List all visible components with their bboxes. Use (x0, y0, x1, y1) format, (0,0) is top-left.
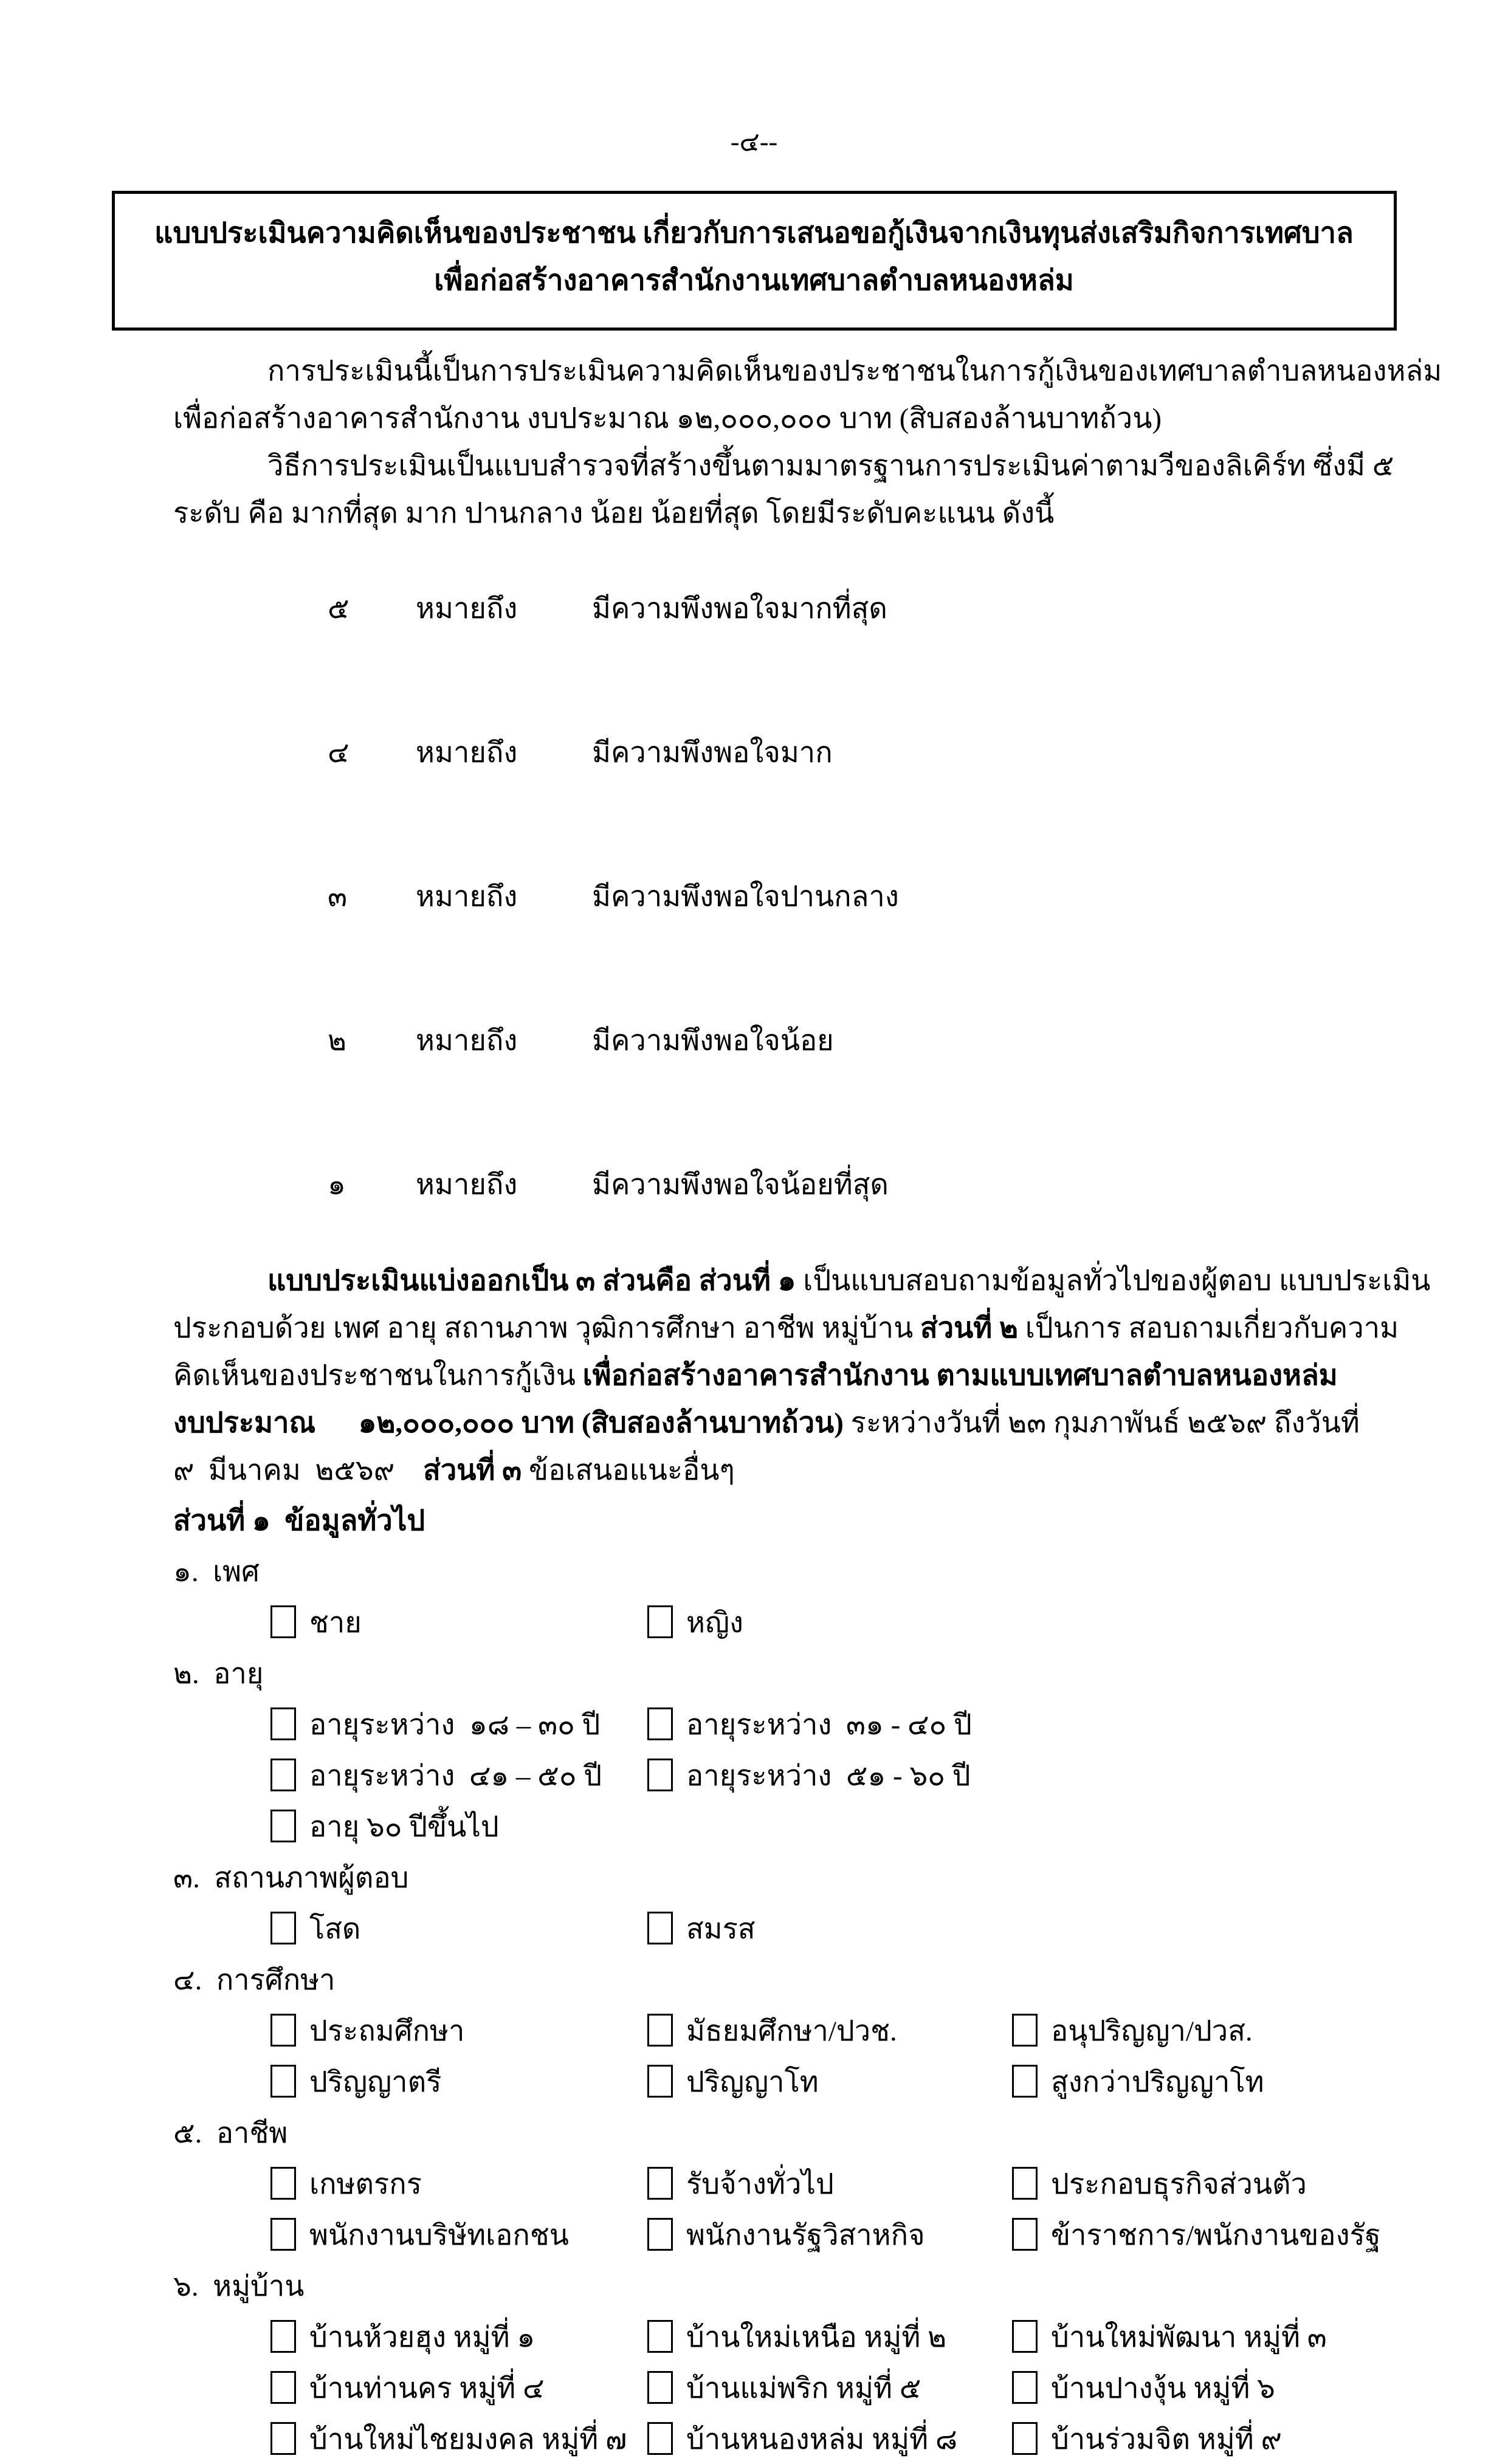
option-village-8 (647, 2416, 1012, 2462)
title-box (112, 191, 1397, 331)
checkbox-age-41-50[interactable] (270, 1759, 296, 1791)
option-label: บ้านหนองหล่ม หมู่ที่ ๘ (686, 2423, 958, 2455)
checkbox-occ-private-business[interactable] (1012, 2167, 1038, 2200)
scale-keyword: หมายถึง (416, 1025, 518, 1057)
option-age-18-30 (270, 1701, 647, 1747)
education-options-row-1 (173, 2005, 1399, 2056)
option-label: อายุระหว่าง ๑๘ – ๓๐ ปี (309, 1709, 601, 1741)
question-4-label: ๔. การศึกษา (173, 1964, 336, 1996)
checkbox-village-1[interactable] (270, 2320, 296, 2353)
question-5-row (173, 2107, 1399, 2158)
structure-line-2 (173, 1305, 1399, 1352)
structure-paragraph (173, 1257, 1431, 1494)
option-label: บ้านใหม่ไชยมงคล หมู่ที่ ๗ (309, 2423, 627, 2455)
question-3-label: ๓. สถานภาพผู้ตอบ (173, 1862, 409, 1894)
option-label: พนักงานบริษัทเอกชน (309, 2219, 569, 2251)
scale-keyword: หมายถึง (416, 881, 518, 913)
option-label: สูงกว่าปริญญาโท (1051, 2066, 1264, 2098)
option-label: อายุระหว่าง ๓๑ - ๔๐ ปี (686, 1709, 972, 1741)
option-occ-private-company (270, 2212, 647, 2257)
question-6-row (173, 2260, 1399, 2311)
option-label: ปริญญาตรี (309, 2066, 442, 2098)
text-segment: ๙ มีนาคม ๒๕๖๙ (173, 1455, 424, 1486)
option-village-7 (270, 2416, 647, 2462)
scale-keyword: หมายถึง (416, 1169, 518, 1201)
checkbox-occ-civil-servant[interactable] (1012, 2218, 1038, 2251)
village-options-row-2 (173, 2362, 1399, 2413)
checkbox-village-9[interactable] (1012, 2422, 1038, 2455)
option-label: ปริญญาโท (686, 2066, 819, 2098)
intro-p2-line1: วิธีการประเมินเป็นแบบสำรวจที่สร้างขึ้นตามมาตรฐานการประเมินค่าตามวีของลิเคิร์ท ซึ่งมี ๕ (267, 450, 1394, 482)
checkbox-village-6[interactable] (1012, 2371, 1038, 2404)
document-body (173, 348, 1442, 2464)
option-occ-farmer (270, 2161, 647, 2206)
checkbox-edu-master[interactable] (647, 2065, 673, 2098)
scale-keyword: หมายถึง (416, 593, 518, 625)
option-label: อายุระหว่าง ๕๑ - ๖๐ ปี (686, 1760, 971, 1792)
option-village-6 (1012, 2365, 1399, 2411)
rating-scale (173, 537, 1399, 1257)
text-segment: เป็นแบบสอบถามข้อมูลทั่วไปของผู้ตอบ แบบประเมิน (796, 1265, 1431, 1297)
scale-score: ๓ (328, 881, 348, 913)
option-label: อายุระหว่าง ๔๑ – ๕๐ ปี (309, 1760, 602, 1792)
option-age-41-50 (270, 1752, 647, 1798)
checkbox-age-31-40[interactable] (647, 1707, 673, 1740)
occupation-options-row-1 (173, 2158, 1399, 2209)
scale-keyword: หมายถึง (416, 737, 518, 769)
scale-meaning: มีความพึงพอใจมาก (592, 737, 833, 769)
option-label: สมรส (686, 1913, 756, 1945)
checkbox-male[interactable] (270, 1605, 296, 1638)
title-line-1: แบบประเมินความคิดเห็นของประชาชน เกี่ยวกับการเสนอขอกู้เงินจากเงินทุนส่งเสริมกิจการเทศบาล (154, 218, 1354, 249)
option-edu-secondary (647, 2008, 1012, 2053)
option-label: เกษตรกร (309, 2168, 422, 2200)
text-segment: งบประมาณ ๑๒,๐๐๐,๐๐๐ บาท (สิบสองล้านบาทถ้วน) (173, 1407, 844, 1439)
option-occ-civil-servant (1012, 2212, 1399, 2257)
intro-paragraph-2 (173, 442, 1399, 537)
option-label: รับจ้างทั่วไป (686, 2168, 834, 2200)
checkbox-edu-diploma[interactable] (1012, 2014, 1038, 2047)
scale-score: ๔ (328, 737, 349, 769)
option-label: ประถมศึกษา (309, 2015, 465, 2047)
scale-meaning: มีความพึงพอใจน้อย (592, 1025, 834, 1057)
checkbox-female[interactable] (647, 1605, 673, 1638)
option-married (647, 1906, 1012, 1951)
option-label: บ้านปางงุ้น หมู่ที่ ๖ (1051, 2372, 1275, 2404)
checkbox-village-3[interactable] (1012, 2320, 1038, 2353)
option-village-5 (647, 2365, 1012, 2411)
scale-meaning: มีความพึงพอใจมากที่สุด (592, 593, 887, 625)
text-segment: แบบประเมินแบ่งออกเป็น ๓ ส่วนคือ ส่วนที่ ๑ (267, 1265, 796, 1297)
question-1-row (173, 1545, 1399, 1596)
checkbox-edu-primary[interactable] (270, 2014, 296, 2047)
checkbox-village-5[interactable] (647, 2371, 673, 2404)
status-options-row (173, 1903, 1399, 1954)
checkbox-married[interactable] (647, 1912, 673, 1944)
title-line-2: เพื่อก่อสร้างอาคารสำนักงานเทศบาลตำบลหนองหล่ม (434, 265, 1074, 297)
option-occ-state-enterprise (647, 2212, 1012, 2257)
checkbox-village-4[interactable] (270, 2371, 296, 2404)
text-segment: ส่วนที่ ๓ (423, 1455, 522, 1486)
checkbox-occ-state-enterprise[interactable] (647, 2218, 673, 2251)
option-village-1 (270, 2314, 647, 2359)
option-label: บ้านร่วมจิต หมู่ที่ ๙ (1051, 2423, 1282, 2455)
structure-line-3 (173, 1352, 1399, 1399)
text-segment: คิดเห็นของประชาชนในการกู้เงิน (173, 1360, 583, 1392)
question-2-label: ๒. อายุ (173, 1658, 264, 1690)
checkbox-occ-farmer[interactable] (270, 2167, 296, 2200)
scale-row (173, 969, 1399, 1113)
option-male (270, 1599, 647, 1645)
checkbox-edu-above-master[interactable] (1012, 2065, 1038, 2098)
structure-line-5 (173, 1447, 1399, 1494)
option-edu-above-master (1012, 2059, 1399, 2104)
option-label: อายุ ๖๐ ปีขึ้นไป (309, 1811, 499, 1843)
intro-p2-line2: ระดับ คือ มากที่สุด มาก ปานกลาง น้อย น้อยที่สุด โดยมีระดับคะแนน ดังนี้ (173, 498, 1055, 529)
occupation-options-row-2 (173, 2209, 1399, 2260)
age-options-row-3 (173, 1800, 1399, 1851)
option-single (270, 1906, 647, 1951)
scale-row (173, 1113, 1399, 1257)
scale-row (173, 681, 1399, 825)
page-number: -๔-- (730, 127, 778, 157)
option-village-2 (647, 2314, 1012, 2359)
scale-row (173, 537, 1399, 681)
option-label: บ้านห้วยฮุง หมู่ที่ ๑ (309, 2321, 535, 2353)
scale-meaning: มีความพึงพอใจน้อยที่สุด (592, 1169, 889, 1201)
option-edu-bachelor (270, 2059, 647, 2104)
option-village-4 (270, 2365, 647, 2411)
option-edu-primary (270, 2008, 647, 2053)
question-6-label: ๖. หมู่บ้าน (173, 2270, 305, 2302)
option-label: บ้านใหม่พัฒนา หมู่ที่ ๓ (1051, 2321, 1327, 2353)
scale-score: ๕ (328, 593, 349, 625)
option-occ-private-business (1012, 2161, 1399, 2206)
option-label: พนักงานรัฐวิสาหกิจ (686, 2219, 925, 2251)
text-segment: ระหว่างวันที่ ๒๓ กุมภาพันธ์ ๒๕๖๙ ถึงวันที่ (843, 1407, 1360, 1439)
checkbox-age-51-60[interactable] (647, 1759, 673, 1791)
option-label: หญิง (686, 1607, 743, 1639)
checkbox-edu-secondary[interactable] (647, 2014, 673, 2047)
education-options-row-2 (173, 2056, 1399, 2107)
scale-row (173, 825, 1399, 969)
option-village-3 (1012, 2314, 1399, 2359)
text-segment: ข้อเสนอแนะอื่นๆ (522, 1455, 735, 1486)
question-1-label: ๑. เพศ (173, 1556, 260, 1588)
option-edu-diploma (1012, 2008, 1399, 2053)
option-label: ประกอบธุรกิจส่วนตัว (1051, 2168, 1307, 2200)
option-edu-master (647, 2059, 1012, 2104)
checkbox-age-60-plus[interactable] (270, 1810, 296, 1842)
option-village-9 (1012, 2416, 1399, 2462)
part1-heading: ส่วนที่ ๑ ข้อมูลทั่วไป (173, 1505, 425, 1537)
option-label: ข้าราชการ/พนักงานของรัฐ (1051, 2219, 1381, 2251)
question-4-row (173, 1954, 1399, 2005)
option-occ-general-labor (647, 2161, 1012, 2206)
scale-score: ๒ (328, 1025, 346, 1057)
structure-line-1 (173, 1257, 1431, 1305)
option-age-31-40 (647, 1701, 1012, 1747)
question-2-row (173, 1647, 1399, 1698)
option-female (647, 1599, 1012, 1645)
option-label: บ้านแม่พริก หมู่ที่ ๕ (686, 2372, 921, 2404)
question-5-label: ๕. อาชีพ (173, 2117, 288, 2149)
option-age-51-60 (647, 1752, 1012, 1798)
checkbox-edu-bachelor[interactable] (270, 2065, 296, 2098)
village-options-row-3 (173, 2413, 1399, 2464)
option-label: ชาย (309, 1607, 362, 1639)
structure-line-4 (173, 1399, 1399, 1447)
option-age-60-plus (270, 1803, 647, 1849)
village-options-row-1 (173, 2311, 1399, 2362)
checkbox-single[interactable] (270, 1912, 296, 1944)
option-label: บ้านท่านคร หมู่ที่ ๔ (309, 2372, 545, 2404)
text-segment: ส่วนที่ ๒ (920, 1313, 1018, 1344)
checkbox-occ-general-labor[interactable] (647, 2167, 673, 2200)
checkbox-village-2[interactable] (647, 2320, 673, 2353)
scale-meaning: มีความพึงพอใจปานกลาง (592, 881, 899, 913)
checkbox-occ-private-company[interactable] (270, 2218, 296, 2251)
age-options-row-2 (173, 1749, 1399, 1800)
option-label: อนุปริญญา/ปวส. (1051, 2015, 1253, 2047)
intro-p1-line2: เพื่อก่อสร้างอาคารสำนักงาน งบประมาณ ๑๒,๐๐๐,๐๐๐ บาท (สิบสองล้านบาทถ้วน) (173, 403, 1162, 434)
option-label: โสด (309, 1913, 361, 1945)
question-3-row (173, 1851, 1399, 1903)
part1-heading-row (173, 1494, 1399, 1545)
checkbox-age-18-30[interactable] (270, 1707, 296, 1740)
gender-options-row (173, 1596, 1399, 1647)
text-segment: เพื่อก่อสร้างอาคารสำนักงาน ตามแบบเทศบาลตำบลหนองหล่ม (582, 1360, 1338, 1392)
option-label: บ้านใหม่เหนือ หมู่ที่ ๒ (686, 2321, 947, 2353)
option-label: มัธยมศึกษา/ปวช. (686, 2015, 897, 2047)
checkbox-village-8[interactable] (647, 2422, 673, 2455)
intro-paragraph-1 (173, 348, 1442, 442)
scale-score: ๑ (328, 1169, 346, 1201)
intro-p1-line1: การประเมินนี้เป็นการประเมินความคิดเห็นของประชาชนในการกู้เงินของเทศบาลตำบลหนองหล่ม (267, 355, 1442, 387)
age-options-row-1 (173, 1698, 1399, 1749)
text-segment: ประกอบด้วย เพศ อายุ สถานภาพ วุฒิการศึกษา อาชีพ หมู่บ้าน (173, 1313, 921, 1344)
checkbox-village-7[interactable] (270, 2422, 296, 2455)
text-segment: เป็นการ สอบถามเกี่ยวกับความ (1017, 1313, 1399, 1344)
